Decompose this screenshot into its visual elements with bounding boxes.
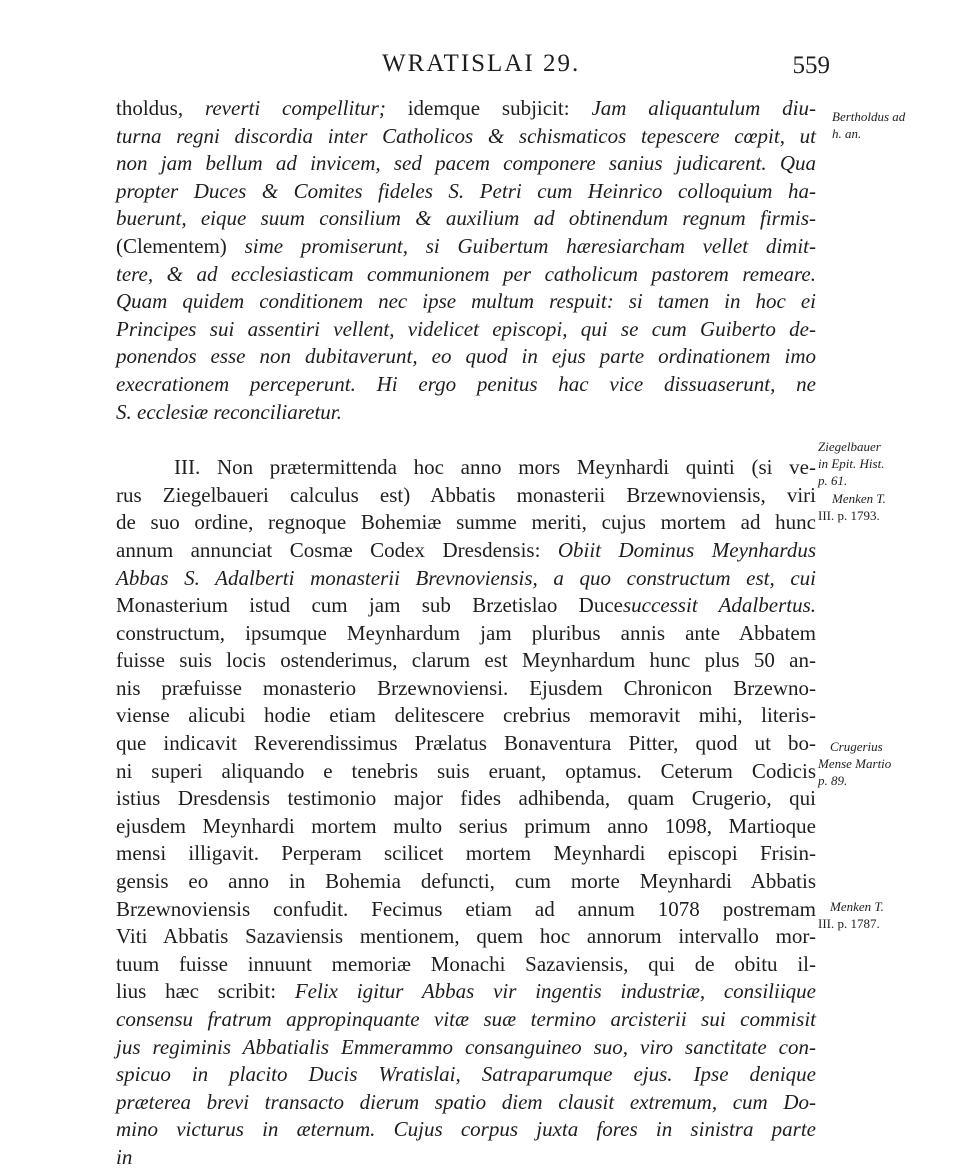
italic-run: jus regiminis Abbatialis Emmerammo consanguineo suo, viro sanctitate con-	[116, 1034, 816, 1059]
margin-note-line: Mense Martio	[818, 756, 892, 771]
text-line	[116, 371, 816, 399]
text-line	[116, 261, 816, 289]
italic-run: propter Duces & Comites fideles S. Petri cum Heinrico colloquium ha-	[116, 178, 816, 203]
text-line	[116, 288, 816, 316]
roman-run: constructum, ipsumque Meynhardum jam pluribus annis ante Abbatem	[116, 620, 816, 645]
running-head: WRATISLAI 29.	[382, 50, 581, 77]
roman-run: nis præfuisse monasterio Brzewnoviensi. Ejusdem Chronicon Brzewno-	[116, 675, 816, 700]
roman-run: ni superi aliquando e tenebris suis eruant, optamus. Ceterum Codicis	[116, 758, 816, 783]
margin-note-line: III. p. 1793.	[818, 508, 880, 523]
margin-note-line: III. p. 1787.	[818, 916, 880, 931]
italic-run: mino victurus in æternum. Cujus corpus juxta fores in sinistra parte	[116, 1117, 816, 1142]
margin-note-line: Menken T.	[830, 899, 884, 914]
italic-run: præterea brevi transacto dierum spatio diem clausit extremum, cum Do-	[116, 1089, 816, 1114]
roman-run: tholdus,	[116, 96, 205, 120]
roman-run: fuisse suis locis ostenderimus, clarum est Meynhardum hunc plus 50 an-	[116, 648, 816, 673]
roman-run: ejusdem Meynhardi mortem multo serius primum anno 1098, Martioque	[116, 813, 816, 838]
italic-run: Principes sui assentiri vellent, videlicet episcopi, qui se cum Guiberto de-	[116, 316, 816, 341]
roman-run: III. Non prætermittenda hoc anno mors Meynhardi quinti (si ve-	[174, 455, 816, 480]
text-line	[116, 951, 816, 979]
italic-run: spicuo in placito Ducis Wratislai, Satraparumque ejus. Ipse denique	[116, 1062, 816, 1087]
roman-run: lius hæc scribit:	[116, 979, 295, 1004]
margin-note-menken-2	[818, 898, 884, 932]
roman-run: Monasterium istud cum jam sub Brzetislao Duce	[116, 593, 623, 618]
text-line	[116, 840, 816, 868]
roman-run: que indicavit Reverendissimus Prælatus Bonaventura Pitter, quod ut bo-	[116, 731, 816, 756]
text-line	[116, 1116, 816, 1144]
italic-run: hæresiarcham vellet dimit-	[566, 233, 817, 258]
margin-note-line: Bertholdus ad	[832, 109, 906, 124]
italic-run: ponendos esse non dubitaverunt, eo quod in ejus parte ordinationem imo	[116, 344, 816, 369]
text-line	[116, 343, 816, 371]
italic-run: execrationem perceperunt. Hi ergo penitus hac vice dissuaserunt, ne	[116, 371, 816, 396]
italic-run: sime promiserunt, si Guibertum	[244, 233, 567, 258]
roman-run: Viti Abbatis Sazaviensis mentionem, quem hoc annorum intervallo mor-	[116, 924, 816, 949]
roman-run: rus Ziegelbaueri calculus est) Abbatis monasterii Brzewnoviensis, viri	[116, 482, 816, 507]
italic-run: tere, & ad ecclesiasticam communionem per catholicum pastorem remeare.	[116, 261, 816, 286]
text-line	[116, 1006, 816, 1034]
text-line	[116, 868, 816, 896]
text-line	[116, 95, 816, 123]
margin-note-ziegelbauer	[818, 438, 884, 489]
italic-run: S. ecclesiæ reconciliaretur.	[116, 399, 342, 424]
text-line	[116, 123, 816, 151]
text-line	[116, 233, 816, 261]
text-line	[116, 178, 816, 206]
roman-run: idemque subjicit:	[407, 96, 592, 120]
quoted-passage	[116, 95, 816, 426]
page-header	[120, 50, 830, 90]
margin-note-crugerius	[818, 738, 891, 789]
italic-run: Felix igitur Abbas vir ingentis industriæ, consiliique	[294, 979, 816, 1004]
text-line	[116, 1144, 816, 1172]
margin-note-line: h. an.	[832, 126, 862, 141]
text-line	[116, 150, 816, 178]
roman-run: tuum fuisse innuunt memoriæ Monachi Sazaviensis, qui de obitu il-	[116, 951, 816, 976]
italic-run: Abbas S. Adalberti monasterii Brevnoviensis, a quo constructum est, cui	[116, 565, 816, 590]
roman-run: Brzewnoviensis confudit. Fecimus etiam ad annum 1078 postremam	[116, 896, 816, 921]
italic-run: successit Adalbertus.	[623, 593, 816, 618]
margin-note-menken-1	[818, 490, 886, 524]
roman-run: (Clementem)	[116, 233, 245, 258]
text-line	[116, 316, 816, 344]
paragraph-gap	[116, 426, 816, 454]
italic-run: Jam aliquantulum diu-	[591, 96, 816, 120]
text-line	[116, 813, 816, 841]
margin-note-line: p. 89.	[818, 773, 848, 788]
paragraph-iii	[116, 454, 816, 1171]
text-line	[116, 730, 816, 758]
margin-note-line: p. 61.	[818, 473, 848, 488]
text-line	[116, 592, 816, 620]
italic-run: Obiit Dominus Meynhardus	[557, 537, 816, 562]
margin-note-bertholdus	[832, 108, 905, 142]
text-line	[116, 702, 816, 730]
italic-run: reverti compellitur;	[204, 96, 408, 120]
roman-run: de suo ordine, regnoque Bohemiæ summe meriti, cujus mortem ad hunc	[116, 510, 816, 535]
margin-note-line: in Epit. Hist.	[818, 456, 885, 471]
text-line	[116, 620, 816, 648]
margin-note-line: Crugerius	[830, 739, 883, 754]
text-line	[116, 454, 816, 482]
text-line	[116, 758, 816, 786]
italic-run: consensu fratrum appropinquante vitæ suæ termino arcisterii sui commisit	[116, 1007, 816, 1031]
text-line	[116, 1034, 816, 1062]
roman-run: gensis eo anno in Bohemia defuncti, cum morte Meynhardi Abbatis	[116, 869, 816, 894]
text-line	[116, 205, 816, 233]
italic-run: in	[116, 1144, 133, 1169]
roman-run: mensi illigavit. Perperam scilicet mortem Meynhardi episcopi Frisin-	[116, 841, 816, 866]
page-number: 559	[792, 52, 830, 79]
text-line	[116, 565, 816, 593]
text-line	[116, 399, 816, 427]
italic-run: Quam quidem conditionem nec ipse multum respuit: si tamen in hoc ei	[116, 289, 816, 314]
roman-run: istius Dresdensis testimonio major fides adhibenda, quam Crugerio, qui	[116, 786, 816, 811]
text-line	[116, 978, 816, 1006]
text-line	[116, 785, 816, 813]
margin-note-line: Ziegelbauer	[818, 439, 881, 454]
text-line	[116, 647, 816, 675]
text-line	[116, 896, 816, 924]
margin-note-line: Menken T.	[832, 491, 886, 506]
text-line	[116, 1089, 816, 1117]
text-line	[116, 482, 816, 510]
text-line	[116, 675, 816, 703]
main-text	[116, 95, 816, 1172]
text-line	[116, 509, 816, 537]
text-line	[116, 537, 816, 565]
italic-run: non jam bellum ad invicem, sed pacem componere sanius judicarent. Qua	[116, 151, 816, 176]
roman-run: annum annunciat Cosmæ Codex Dresdensis:	[116, 537, 558, 562]
italic-run: turna regni discordia inter Catholicos & schismaticos tepescere cœpit, ut	[116, 123, 816, 148]
roman-run: viense alicubi hodie etiam delitescere crebrius memoravit mihi, literis-	[116, 703, 816, 728]
text-line	[116, 923, 816, 951]
italic-run: buerunt, eique suum consilium & auxilium ad obtinendum regnum firmis-	[116, 206, 816, 231]
text-line	[116, 1061, 816, 1089]
